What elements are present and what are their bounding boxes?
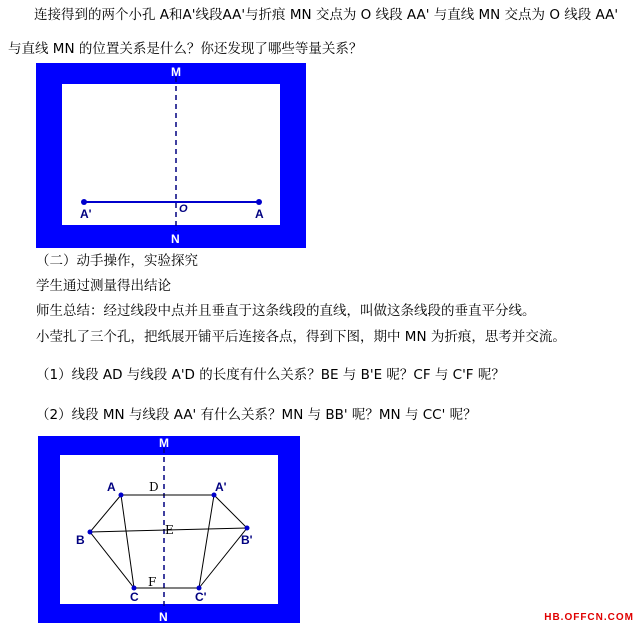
text-line-8: （2）线段 MN 与线段 AA' 有什么关系？MN 与 BB' 呢？MN 与 CC' 呢？ [36, 407, 477, 423]
label-a-prime: A' [215, 480, 227, 494]
label-f: F [148, 575, 157, 589]
label-m: M [159, 436, 169, 450]
text-line-4: 学生通过测量得出结论 [36, 278, 171, 294]
label-a: A [107, 480, 116, 494]
label-n: N [159, 610, 168, 623]
text-line-7: （1）线段 AD 与线段 A'D 的长度有什么关系？BE 与 B'E 呢？CF 与 C'F 呢？ [36, 367, 505, 383]
point-a-prime [81, 199, 87, 205]
watermark: HB.OFFCN.COM [544, 612, 634, 623]
figure-paper [62, 84, 280, 225]
text-line-6: 小莹扎了三个孔，把纸展开铺平后连接各点，得到下图，期中 MN 为折痕，思考并交流。 [36, 329, 566, 345]
label-b-prime: B' [241, 533, 253, 547]
label-n: N [171, 232, 180, 246]
label-a-prime: A' [80, 207, 92, 221]
point-a [119, 493, 124, 498]
label-o: O [179, 203, 188, 215]
text-line-3: （二）动手操作，实验探究 [36, 253, 198, 269]
point-b-prime [245, 526, 250, 531]
figure-fold-one-pair [36, 63, 306, 248]
label-a: A [255, 207, 264, 221]
label-b: B [76, 533, 85, 547]
point-b [88, 530, 93, 535]
point-a [256, 199, 262, 205]
label-c: C [130, 590, 139, 604]
text-line-5: 师生总结：经过线段中点并且垂直于这条线段的直线，叫做这条线段的垂直平分线。 [36, 303, 536, 319]
label-e: E [165, 523, 174, 537]
label-m: M [171, 65, 181, 79]
text-line-1: 连接得到的两个小孔 A和A'线段AA'与折痕 MN 交点为 O 线段 AA' 与直线 MN 交点为 O 线段 AA' [34, 7, 619, 23]
label-d: D [149, 480, 159, 494]
text-line-2: 与直线 MN 的位置关系是什么？你还发现了哪些等量关系？ [8, 41, 363, 57]
label-c-prime: C' [195, 590, 207, 604]
figure-fold-three-pairs [38, 436, 300, 623]
